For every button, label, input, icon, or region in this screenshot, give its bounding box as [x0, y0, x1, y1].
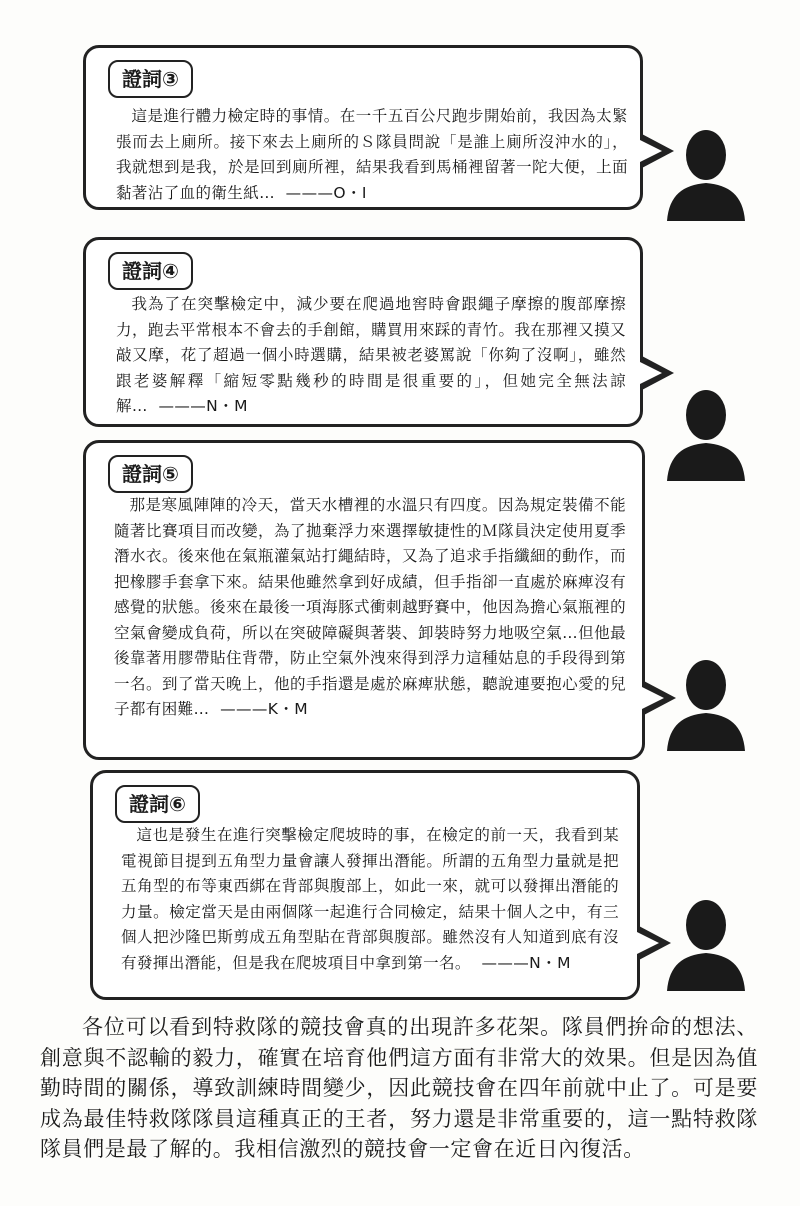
testimony-5-body: 那是寒風陣陣的冷天，當天水槽裡的水溫只有四度。因為規定裝備不能隨著比賽項目而改變，為了拋棄浮力來選擇敏捷性的Ｍ隊員決定使用夏季潛水衣。後來他在氣瓶灌氣站打繩結時，又為了追求手指纖細的動作，而把橡膠手套拿下來。結果他雖然拿到好成績，但手指卻一直處於麻痺沒有感覺的狀態。後來在最後一項海豚式衝刺越野賽中，他因為擔心氣瓶裡的空氣會變成負荷，所以在突破障礙與著裝、卸裝時努力地吸空氣…但他最後靠著用膠帶貼住背帶，防止空氣外洩來得到浮力這種姑息的手段得到第一名。到了當天晚上，他的手指還是處於麻痺狀態，聽說連要抱心愛的兒子都有困難…	[114, 496, 626, 718]
testimony-6-text	[121, 823, 619, 976]
testimony-5-signature: ———K・M	[220, 700, 309, 718]
testimony-3-tag: 證詞③	[108, 60, 193, 98]
testimony-4-body: 我為了在突擊檢定中，減少要在爬過地窖時會跟繩子摩擦的腹部摩擦力，跑去平常根本不會去的手創館，購買用來踩的青竹。我在那裡又摸又敲又摩，花了超過一個小時選購，結果被老婆罵說「你夠了沒啊」，雖然跟老婆解釋「縮短零點幾秒的時間是很重要的」，但她完全無法諒解…	[116, 295, 626, 415]
testimony-3-text	[116, 104, 628, 206]
testimony-6-tail-fill	[633, 930, 659, 956]
testimony-5-text	[114, 493, 626, 723]
testimony-4-bubble	[83, 237, 643, 427]
testimony-4-tail-fill	[636, 360, 662, 386]
testimony-4-text	[116, 292, 626, 420]
testimony-3-tail-fill	[636, 138, 662, 164]
person-silhouette-icon	[665, 125, 747, 221]
testimony-5-tail-fill	[638, 685, 664, 711]
testimony-5-bubble	[83, 440, 645, 760]
testimony-6-signature: ———N・M	[481, 953, 571, 972]
testimony-4-signature: ———N・M	[158, 397, 248, 415]
testimony-3-signature: ———O・I	[285, 183, 367, 202]
closing-paragraph: 各位可以看到特救隊的競技會真的出現許多花架。隊員們拚命的想法、創意與不認輸的毅力，確實在培育他們這方面有非常大的效果。但是因為值勤時間的關係，導致訓練時間變少，因此競技會在四年前就中止了。可是要成為最佳特救隊隊員這種真正的王者，努力還是非常重要的，這一點特救隊隊員們是最了解的。我相信激烈的競技會一定會在近日內復活。	[40, 1015, 758, 1161]
testimony-3-body: 這是進行體力檢定時的事情。在一千五百公尺跑步開始前，我因為太緊張而去上廁所。接下來去上廁所的Ｓ隊員問說「是誰上廁所沒沖水的」，我就想到是我，於是回到廁所裡，結果我看到馬桶裡留著一陀大便，上面黏著沾了血的衛生紙…	[116, 107, 628, 202]
testimony-6-body: 這也是發生在進行突擊檢定爬坡時的事，在檢定的前一天，我看到某電視節目提到五角型力量會讓人發揮出潛能。所謂的五角型力量就是把五角型的布等東西綁在背部與腹部上，如此一來，就可以發揮出潛能的力量。檢定當天是由兩個隊一起進行合同檢定，結果十個人之中，有三個人把沙隆巴斯剪成五角型貼在背部與腹部。雖然沒有人知道到底有沒有發揮出潛能，但是我在爬坡項目中拿到第一名。	[121, 826, 619, 972]
testimony-3-bubble	[83, 45, 643, 210]
person-silhouette-icon	[665, 655, 747, 751]
testimony-4-tag: 證詞④	[108, 252, 193, 290]
testimony-6-bubble	[90, 770, 640, 1000]
testimony-6-tag: 證詞⑥	[115, 785, 200, 823]
testimony-5-tag: 證詞⑤	[108, 455, 193, 493]
person-silhouette-icon	[665, 385, 747, 481]
person-silhouette-icon	[665, 895, 747, 991]
